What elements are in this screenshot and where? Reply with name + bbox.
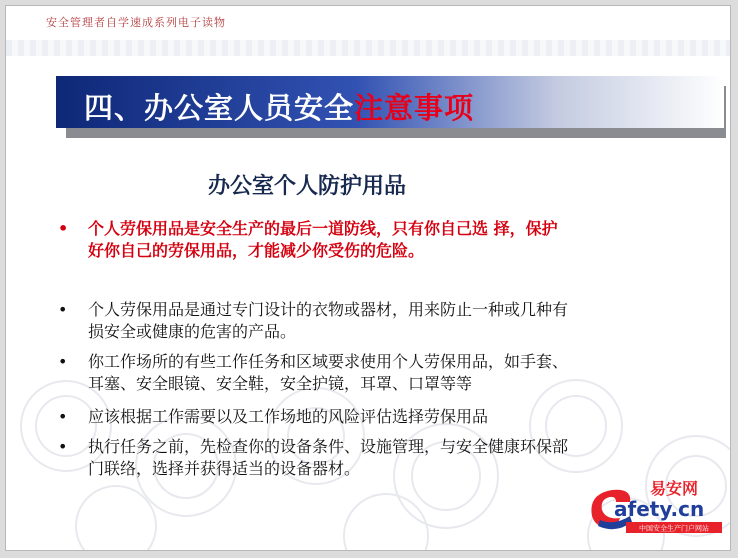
slide xyxy=(5,5,731,551)
bullet-item xyxy=(58,218,558,262)
page-title xyxy=(84,86,474,127)
bullet-dot: • xyxy=(58,407,68,426)
bullet-line: 应该根据工作需要以及工作场地的风险评估选择劳保用品 xyxy=(88,407,489,426)
bullet-dot: • xyxy=(58,437,68,456)
logo-tagline: 中国安全生产门户网站 xyxy=(639,524,709,533)
decorative-band xyxy=(6,40,731,56)
bullet-item xyxy=(58,299,568,343)
bullet-dot: • xyxy=(58,300,68,319)
section-subtitle: 办公室个人防护用品 xyxy=(208,174,407,199)
bullet-line: 你工作场所的有些工作任务和区域要求使用个人劳保用品，如手套、 xyxy=(88,352,569,371)
page-title-accent: 注意事项 xyxy=(354,91,475,125)
bullet-dot: • xyxy=(58,219,69,238)
series-title: 安全管理者自学速成系列电子读物 xyxy=(46,16,226,29)
logo-name: 易安网 xyxy=(650,479,699,498)
bullet-line: 执行任务之前，先检查你的设备条件、设施管理，与安全健康环保部 xyxy=(88,437,569,456)
bullet-line: 耳塞、安全眼镜、安全鞋，安全护镜，耳罩、口罩等等 xyxy=(88,374,473,393)
bullet-line: 门联络，选择并获得适当的设备器材。 xyxy=(88,459,361,478)
series-header xyxy=(6,6,731,40)
bullet-line: 个人劳保用品是安全生产的最后一道防线，只有你自己选 择，保护 xyxy=(88,219,558,238)
page-title-main: 四、办公室人员安全 xyxy=(84,91,355,125)
bullet-line: 个人劳保用品是通过专门设计的衣物或器材，用来防止一种或几种有 xyxy=(88,300,569,319)
bullet-line: 好你自己的劳保用品，才能减少你受伤的危险。 xyxy=(88,241,425,260)
bullet-dot: • xyxy=(58,352,68,371)
bullet-line: 损安全或健康的危害的产品。 xyxy=(88,322,297,341)
bullet-item xyxy=(58,406,488,428)
safety-cn-logo xyxy=(586,476,726,538)
bullet-item xyxy=(58,351,568,395)
logo-domain: afety.cn xyxy=(614,497,705,521)
bullet-item xyxy=(58,436,568,480)
